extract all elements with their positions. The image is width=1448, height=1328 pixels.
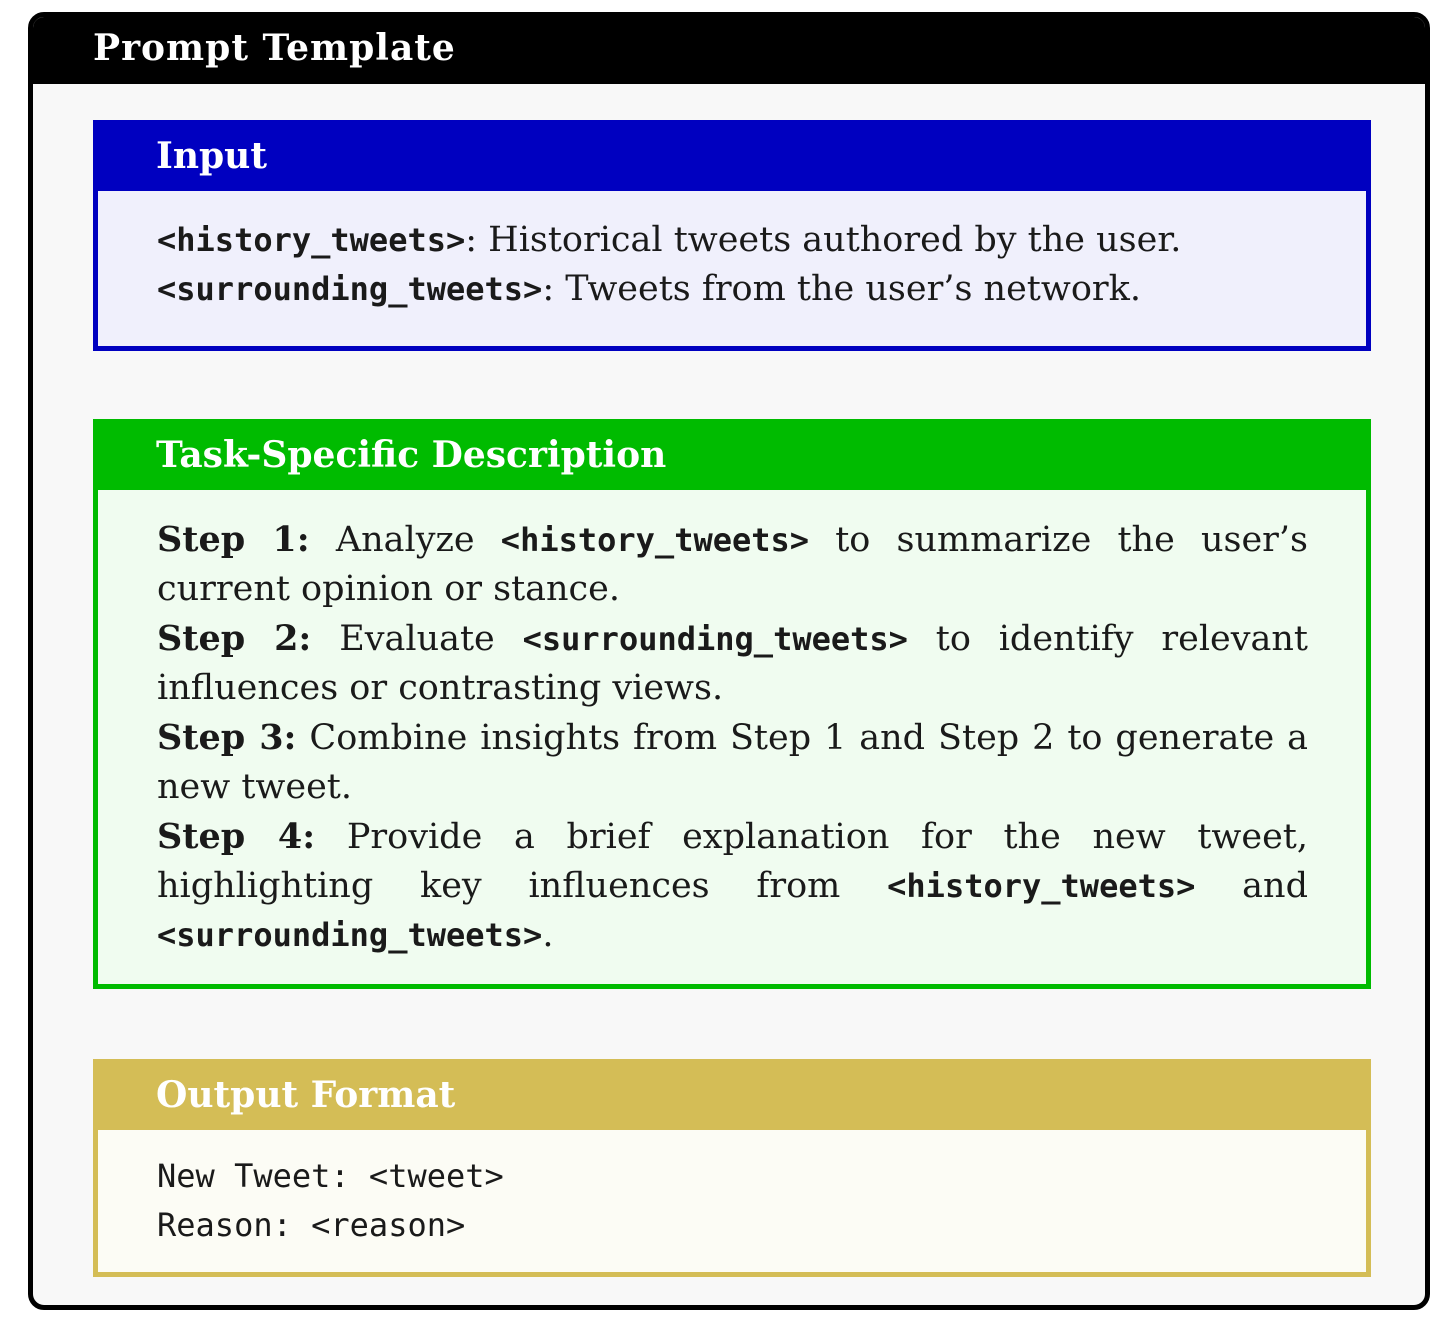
step-text: Combine insights from Step 1 and Step 2 to generate a new tweet. <box>157 718 1308 807</box>
input-section <box>93 120 1371 351</box>
task-body <box>98 490 1366 960</box>
task-section <box>93 419 1371 989</box>
code-tag: <surrounding_tweets> <box>522 620 908 658</box>
panel-title: Prompt Template <box>33 17 1425 84</box>
prompt-template-panel <box>28 12 1430 1310</box>
output-heading: Output Format <box>98 1064 1366 1130</box>
step-item <box>157 515 1308 614</box>
step-item <box>157 713 1308 812</box>
step-text: to summarize the user’s current opinion or stance. <box>157 520 1308 609</box>
step-text: . <box>542 915 554 955</box>
code-tag: <history_tweets> <box>500 521 810 559</box>
step-text: Provide a brief explanation for the new tweet, highlighting key influences from <box>157 817 1308 906</box>
input-line <box>157 216 1308 265</box>
step-label: Step 2: <box>157 618 312 659</box>
step-text: and <box>1195 866 1308 906</box>
input-heading: Input <box>98 125 1366 191</box>
step-label: Step 1: <box>157 519 310 560</box>
output-line: Reason: <reason> <box>157 1206 466 1244</box>
step-label: Step 4: <box>157 816 316 857</box>
step-text: Evaluate <box>311 619 523 659</box>
code-tag: <surrounding_tweets> <box>157 916 543 954</box>
output-line: New Tweet: <tweet> <box>157 1157 504 1195</box>
step-item <box>157 812 1308 960</box>
line-text: : Historical tweets authored by the user. <box>465 220 1182 260</box>
step-label: Step 3: <box>157 717 297 758</box>
step-item <box>157 614 1308 713</box>
output-section <box>93 1059 1371 1277</box>
code-tag: <surrounding_tweets> <box>157 270 543 308</box>
code-tag: <history_tweets> <box>157 221 466 259</box>
line-text: : Tweets from the user’s network. <box>542 269 1141 309</box>
task-heading: Task-Specific Description <box>98 424 1366 490</box>
input-line <box>157 265 1308 314</box>
step-text: to identify relevant influences or contrasting views. <box>157 619 1308 708</box>
step-text: Analyze <box>309 520 501 560</box>
code-tag: <history_tweets> <box>887 867 1196 905</box>
output-body <box>98 1130 1366 1250</box>
input-body <box>98 191 1366 314</box>
